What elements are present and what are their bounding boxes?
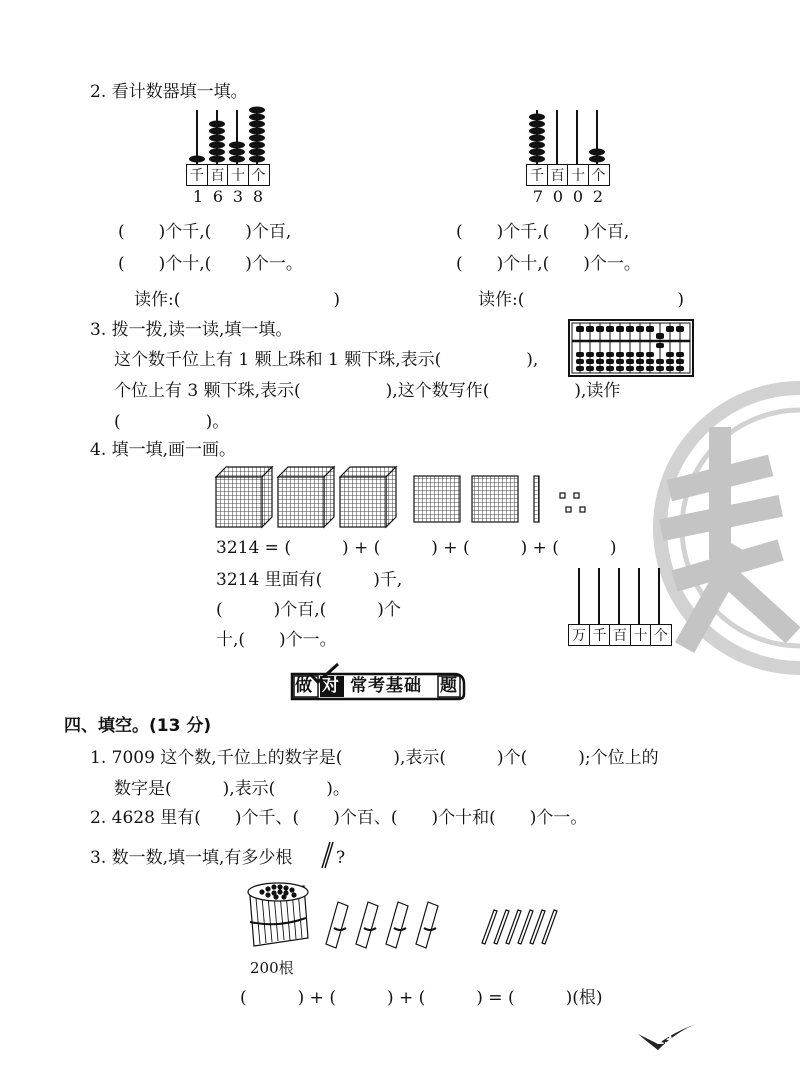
- digit: 8: [252, 187, 264, 206]
- empty-counter-rods: [568, 568, 678, 626]
- base-ten-blocks: [214, 466, 614, 528]
- digit: 0: [572, 187, 584, 206]
- q3-title: 3. 拨一拨,读一读,填一填。: [90, 320, 293, 340]
- digit: 1: [192, 187, 204, 206]
- q2-title: 2. 看计数器填一填。: [90, 82, 248, 102]
- banner-char-end: 题: [440, 676, 457, 696]
- s4-item3: 3. 数一数,填一填,有多少根: [90, 848, 293, 868]
- place-label: 千: [186, 164, 208, 186]
- banner-char-1: 做: [295, 676, 312, 696]
- place-label: 个: [650, 624, 672, 646]
- q3-line1: 这个数千位上有 1 颗上珠和 1 颗下珠,表示( ),: [114, 350, 539, 370]
- bundle-label: 200根: [250, 959, 294, 977]
- empty-counter-labels: [568, 624, 672, 646]
- q3-line2: 个位上有 3 颗下珠,表示( ),这个数写作( ),读作: [114, 381, 621, 401]
- s4-item3-question-mark: ?: [336, 848, 346, 868]
- digit: 6: [212, 187, 224, 206]
- place-label: 个: [248, 164, 270, 186]
- counter-right-rods: [526, 110, 616, 164]
- counter-left-rods: [186, 110, 276, 164]
- banner-text: 常考基础: [350, 676, 422, 696]
- q4-line3: 十,( )个一。: [216, 630, 337, 650]
- place-label: 百: [547, 164, 569, 186]
- q4-line1: 3214 里面有( )千,: [216, 570, 403, 590]
- q4-title: 4. 填一填,画一画。: [90, 440, 237, 460]
- place-label: 十: [630, 624, 652, 646]
- section4-heading: 四、填空。(13 分): [64, 716, 212, 736]
- digit: 0: [552, 187, 564, 206]
- counter-right-digits: [528, 187, 608, 206]
- section-banner: [288, 668, 470, 702]
- counter-right-labels: [526, 164, 610, 186]
- q3-line3: ( )。: [114, 412, 230, 432]
- place-label: 千: [589, 624, 611, 646]
- place-label: 个: [588, 164, 610, 186]
- digit: 3: [232, 187, 244, 206]
- q2-right-line2: ( )个十,( )个一。: [456, 254, 641, 274]
- digit: 2: [592, 187, 604, 206]
- sticks-illustration: [244, 882, 564, 952]
- place-label: 千: [526, 164, 548, 186]
- q2-left-line2: ( )个十,( )个一。: [118, 254, 303, 274]
- s4-answer: ( ) + ( ) + ( ) = ( )(根): [240, 988, 603, 1008]
- q2-read-right: 读作:( ): [478, 290, 684, 310]
- counter-left-digits: [188, 187, 268, 206]
- s4-item2: 2. 4628 里有( )个千、( )个百、( )个十和( )个一。: [90, 808, 588, 828]
- q2-read-left: 读作:( ): [134, 290, 340, 310]
- banner-char-2: 对: [322, 676, 339, 696]
- stick-icon: [318, 840, 334, 870]
- s4-item1-line1: 1. 7009 这个数,千位上的数字是( ),表示( )个( );个位上的: [90, 748, 659, 768]
- place-label: 十: [227, 164, 249, 186]
- q2-left-line1: ( )个千,( )个百,: [118, 222, 292, 242]
- q2-right-line1: ( )个千,( )个百,: [456, 222, 630, 242]
- place-label: 十: [567, 164, 589, 186]
- page-number: 13: [656, 1033, 673, 1047]
- s4-item1-line2: 数字是( ),表示( )。: [114, 779, 350, 799]
- q4-equation: 3214 = ( ) + ( ) + ( ) + ( ): [216, 538, 617, 558]
- counter-left-labels: [186, 164, 270, 186]
- place-label: 百: [207, 164, 229, 186]
- place-label: 万: [568, 624, 590, 646]
- q4-line2: ( )个百,( )个: [216, 600, 401, 620]
- abacus-icon: [568, 319, 694, 377]
- place-label: 百: [609, 624, 631, 646]
- digit: 7: [532, 187, 544, 206]
